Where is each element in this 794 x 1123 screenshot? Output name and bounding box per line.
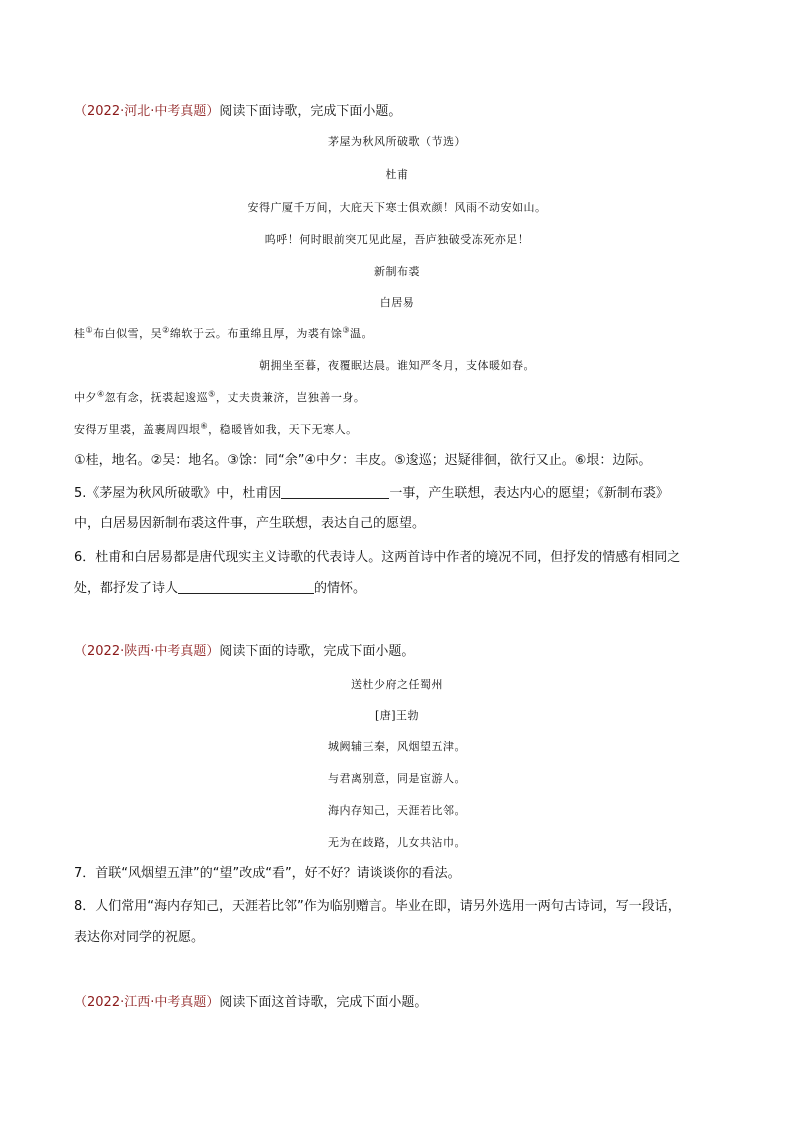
poem-title: 新制布裘 (374, 265, 420, 278)
question-5: 5.《茅屋为秋风所破歌》中，杜甫因 一事，产生联想，表达内心的愿望；《新制布裘》 (74, 486, 669, 501)
poem-line: 城阙辅三秦，风烟望五津。 (328, 740, 466, 753)
poem-line: 与君离别意，同是宦游人。 (328, 772, 466, 785)
question-6: 6．杜甫和白居易都是唐代现实主义诗歌的代表诗人。这两首诗中作者的境况不同，但抒发的情感有相同之 (74, 550, 681, 565)
question-5-cont: 中，白居易因新制布裘这件事，产生联想，表达自己的愿望。 (74, 516, 426, 531)
answer-blank[interactable] (281, 485, 389, 499)
poem-author: 杜甫 (385, 168, 409, 181)
question-8: 8．人们常用“海内存知己，天涯若比邻”作为临别赠言。毕业在即，请另外选用一两句古诗词，写一段话， (74, 899, 681, 914)
source-tag: （2022·江西·中考真题） (74, 995, 220, 1010)
question-7: 7．首联“风烟望五津”的“望”改成“看”，好不好？请谈谈你的看法。 (74, 866, 461, 881)
poem-line: 无为在歧路，儿女共沾巾。 (328, 836, 466, 849)
source-tag: （2022·河北·中考真题） (74, 104, 220, 119)
poem-line: 海内存知己，天涯若比邻。 (328, 804, 466, 817)
instruction-text: 阅读下面这首诗歌，完成下面小题。 (219, 995, 428, 1010)
footnote-ref: ③ (342, 325, 351, 335)
poem-title: 送杜少府之任蜀州 (351, 678, 443, 691)
footnote-ref: ① (85, 325, 94, 335)
footnote-ref: ⑥ (200, 421, 209, 431)
instruction-text: 阅读下面的诗歌，完成下面小题。 (219, 644, 415, 659)
poem-line: 桂①布白似雪，吴②绵软于云。布重绵且厚，为裘有馀③温。 (74, 325, 374, 340)
footnote-ref: ⑤ (208, 389, 216, 399)
poem-line: 朝拥坐至暮，夜覆眠达晨。谁知严冬月，支体暖如春。 (259, 359, 535, 372)
poem-author: 白居易 (379, 296, 415, 309)
poem-line: 呜呼！何时眼前突兀见此屋，吾庐独破受冻死亦足！ (264, 233, 530, 246)
footnotes: ①桂，地名。②吴：地名。③馀：同“余”④中夕：丰皮。⑤逡巡；迟疑徘徊，欲行又止。⑥垠：边际。 (74, 453, 652, 468)
section-header-shaanxi (74, 643, 414, 661)
footnote-ref: ② (162, 325, 170, 335)
instruction-text: 阅读下面诗歌，完成下面小题。 (219, 104, 402, 119)
question-8-cont: 表达你对同学的祝愿。 (74, 930, 205, 945)
section-header-hebei (74, 103, 401, 121)
footnote-ref: ④ (97, 389, 105, 399)
poem-author: [唐]王勃 (374, 709, 420, 722)
section-header-jiangxi (74, 994, 427, 1012)
source-tag: （2022·陕西·中考真题） (74, 644, 220, 659)
question-6-cont: 处，都抒发了诗人 的情怀。 (74, 581, 367, 596)
poem-line: 中夕④忽有念，抚裘起逡巡⑤，丈夫贵兼济，岂独善一身。 (74, 389, 366, 404)
poem-title: 茅屋为秋风所破歌（节选） (328, 135, 466, 148)
poem-line: 安得广厦千万间，大庇天下寒士俱欢颜！风雨不动安如山。 (247, 201, 547, 214)
poem-line: 安得万里裘，盖裹周四垠⑥，稳暖皆如我，天下无寒人。 (74, 421, 358, 436)
answer-blank[interactable] (178, 580, 314, 594)
